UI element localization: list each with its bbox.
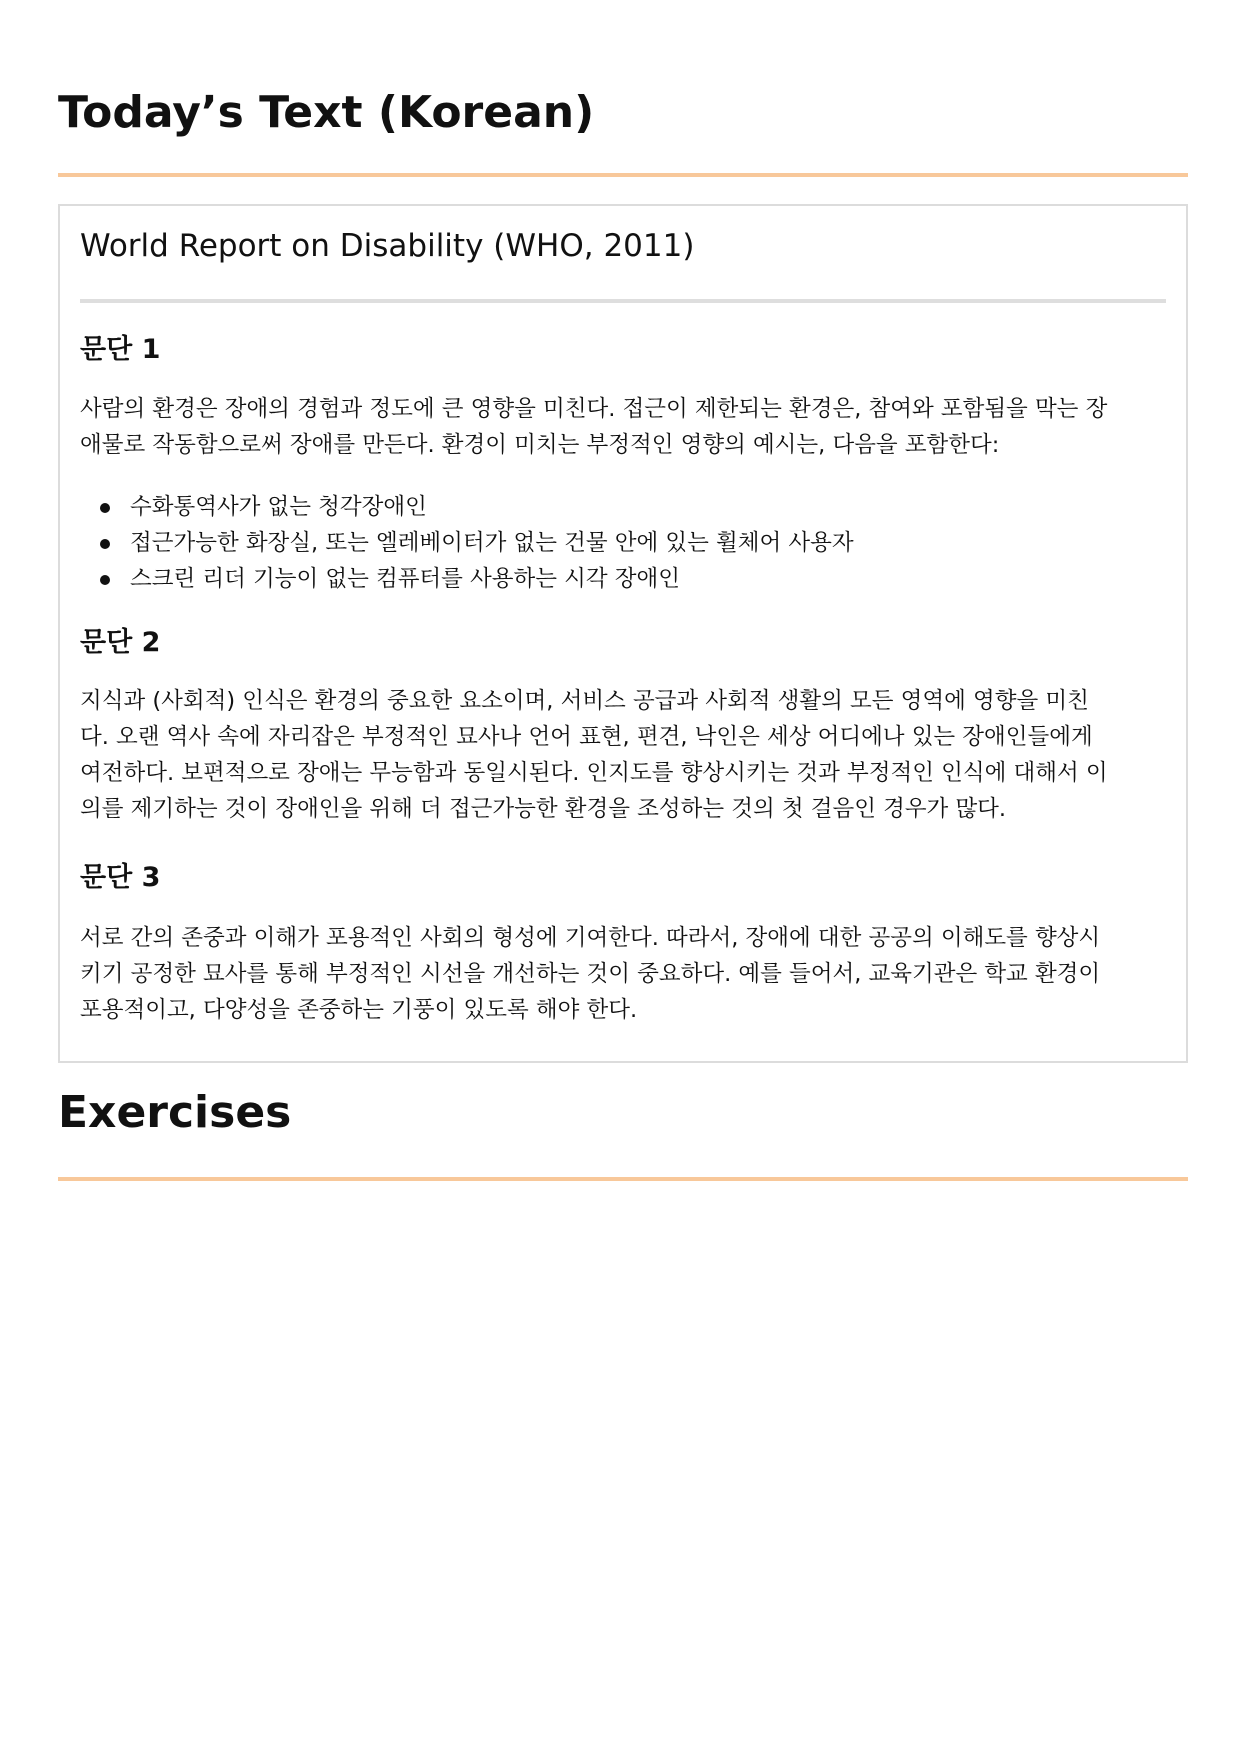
bullet-icon xyxy=(100,539,110,549)
paragraph-2-line: 여전하다. 보편적으로 장애는 무능함과 동일시된다. 인지도를 향상시키는 것과 부정적인 인식에 대해서 이 xyxy=(80,760,1108,786)
list-item-text: 접근가능한 화장실, 또는 엘레베이터가 없는 건물 안에 있는 휠체어 사용자 xyxy=(130,530,854,556)
title-divider xyxy=(58,173,1188,177)
paragraph-1-bullet-list xyxy=(80,489,1166,597)
paragraph-2-text xyxy=(80,683,1166,827)
list-item xyxy=(80,525,1166,561)
paragraph-3-line: 서로 간의 존중과 이해가 포용적인 사회의 형성에 기여한다. 따라서, 장애에 대한 공공의 이해도를 향상시 xyxy=(80,925,1101,951)
paragraph-3-line: 포용적이고, 다양성을 존중하는 기풍이 있도록 해야 한다. xyxy=(80,997,638,1023)
list-item xyxy=(80,561,1166,597)
exercises-divider xyxy=(58,1177,1188,1181)
list-item-text: 스크린 리더 기능이 없는 컴퓨터를 사용하는 시각 장애인 xyxy=(130,566,680,592)
source-title: World Report on Disability (WHO, 2011) xyxy=(80,228,695,264)
paragraph-3-heading: 문단 3 xyxy=(80,862,161,893)
bullet-icon xyxy=(100,575,110,585)
paragraph-2-heading: 문단 2 xyxy=(80,627,161,658)
list-item xyxy=(80,489,1166,525)
paragraph-3-text xyxy=(80,920,1166,1028)
paragraph-1-line: 사람의 환경은 장애의 경험과 정도에 큰 영향을 미친다. 접근이 제한되는 환경은, 참여와 포함됨을 막는 장 xyxy=(80,396,1108,422)
paragraph-1-line: 애물로 작동함으로써 장애를 만든다. 환경이 미치는 부정적인 영향의 예시는, 다음을 포함한다: xyxy=(80,432,1000,458)
page-title: Today’s Text (Korean) xyxy=(58,87,595,138)
paragraph-2-line: 의를 제기하는 것이 장애인을 위해 더 접근가능한 환경을 조성하는 것의 첫 걸음인 경우가 많다. xyxy=(80,796,1007,822)
exercises-title: Exercises xyxy=(58,1087,292,1138)
reading-box xyxy=(58,204,1188,1063)
source-divider xyxy=(80,299,1166,303)
list-item-text: 수화통역사가 없는 청각장애인 xyxy=(130,494,427,520)
paragraph-3-line: 키기 공정한 묘사를 통해 부정적인 시선을 개선하는 것이 중요하다. 예를 들어서, 교육기관은 학교 환경이 xyxy=(80,961,1101,987)
paragraph-1-heading: 문단 1 xyxy=(80,334,161,365)
paragraph-1-text xyxy=(80,391,1166,463)
paragraph-2-line: 지식과 (사회적) 인식은 환경의 중요한 요소이며, 서비스 공급과 사회적 생활의 모든 영역에 영향을 미친 xyxy=(80,688,1089,714)
bullet-icon xyxy=(100,503,110,513)
paragraph-2-line: 다. 오랜 역사 속에 자리잡은 부정적인 묘사나 언어 표현, 편견, 낙인은 세상 어디에나 있는 장애인들에게 xyxy=(80,724,1093,750)
